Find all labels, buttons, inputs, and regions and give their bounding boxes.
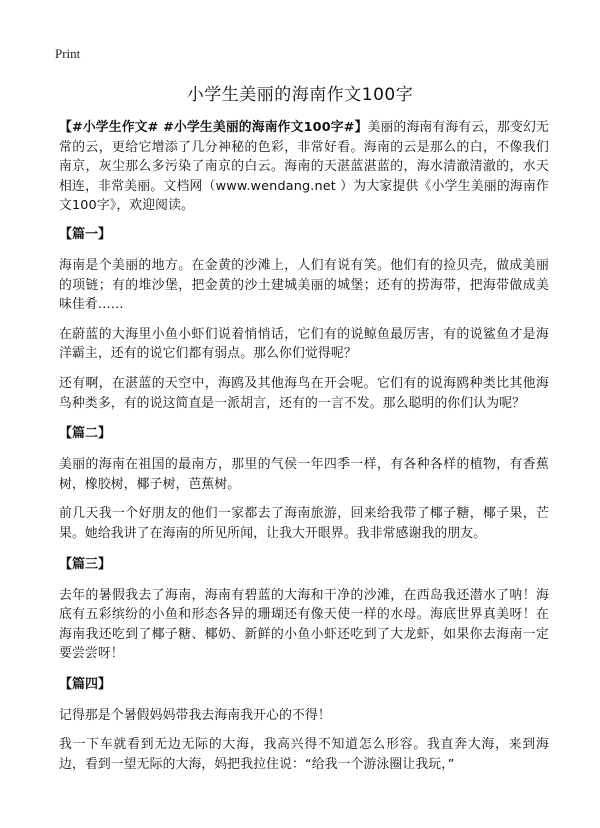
intro-text: 美丽的海南有海有云，那变幻无常的云，更给它增添了几分神秘的色彩，非常好看。海南的云是那么的白，不像我们南京，灰尘那么多污染了南京的白云。海南的天湛蓝湛蓝的，海水清澈清澈的，水天相连，非常美丽。文档网（www.wendang.net ）为大家提供《小学生美丽的海南作文100字》，欢迎阅读。 [59, 120, 549, 214]
section-4-paragraph-1: 记得那是个暑假妈妈带我去海南我开心的不得！ [59, 707, 331, 723]
section-2-paragraph-2: 前几天我一个好朋友的他们一家都去了海南旅游，回来给我带了椰子糖，椰子果，芒果。她给我讲了在海南的所见所闻，让我大开眼界。我非常感谢我的朋友。 [59, 506, 549, 541]
section-2-paragraph-1: 美丽的海南在祖国的最南方，那里的气侯一年四季一样，有各种各样的植物，有香蕉树，橡胶树，椰子树，芭蕉树。 [59, 457, 549, 492]
section-heading-4: 【篇四】 [59, 676, 112, 692]
section-heading-3: 【篇三】 [59, 556, 112, 572]
print-link[interactable]: Print [55, 46, 81, 61]
section-heading-2: 【篇二】 [59, 426, 112, 442]
section-3-paragraph-1: 去年的暑假我去了海南，海南有碧蓝的大海和干净的沙滩，在西岛我还潜水了呐！海底有五彩缤纷的小鱼和形态各异的珊瑚还有像天使一样的水母。海底世界真美呀！在海南我还吃到了椰子糖、椰奶、新鲜的小鱼小虾还吃到了大龙虾，如果你去海南一定要尝尝呀！ [59, 587, 549, 662]
section-heading-1: 【篇一】 [59, 226, 112, 242]
section-1-paragraph-2: 在蔚蓝的大海里小鱼小虾们说着悄悄话，它们有的说鲸鱼最厉害，有的说鲨鱼才是海洋霸主，还有的说它们都有弱点。那么你们觉得呢？ [59, 326, 549, 362]
intro-paragraph [59, 118, 549, 216]
section-4-paragraph-2: 我一下车就看到无边无际的大海，我高兴得不知道怎么形容。我直奔大海，来到海边，看到一望无际的大海，妈把我拉住说：“给我一个游泳圈让我玩，” [59, 737, 549, 773]
article-body [59, 118, 549, 785]
section-1-paragraph-1: 海南是个美丽的地方。在金黄的沙滩上，人们有说有笑。他们有的捡贝壳，做成美丽的项链；有的堆沙堡，把金黄的沙土建城美丽的城堡；还有的捞海带，把海带做成美味佳肴…… [59, 257, 549, 313]
intro-lead: 【#小学生作文# #小学生美丽的海南作文100字#】 [59, 120, 368, 135]
page-title: 小学生美丽的海南作文100字 [186, 85, 414, 105]
section-1-paragraph-3: 还有啊，在湛蓝的天空中，海鸥及其他海鸟在开会呢。它们有的说海鸥种类比其他海鸟种类多，有的说这简直是一派胡言，还有的一言不发。那么聪明的你们认为呢？ [59, 375, 549, 411]
